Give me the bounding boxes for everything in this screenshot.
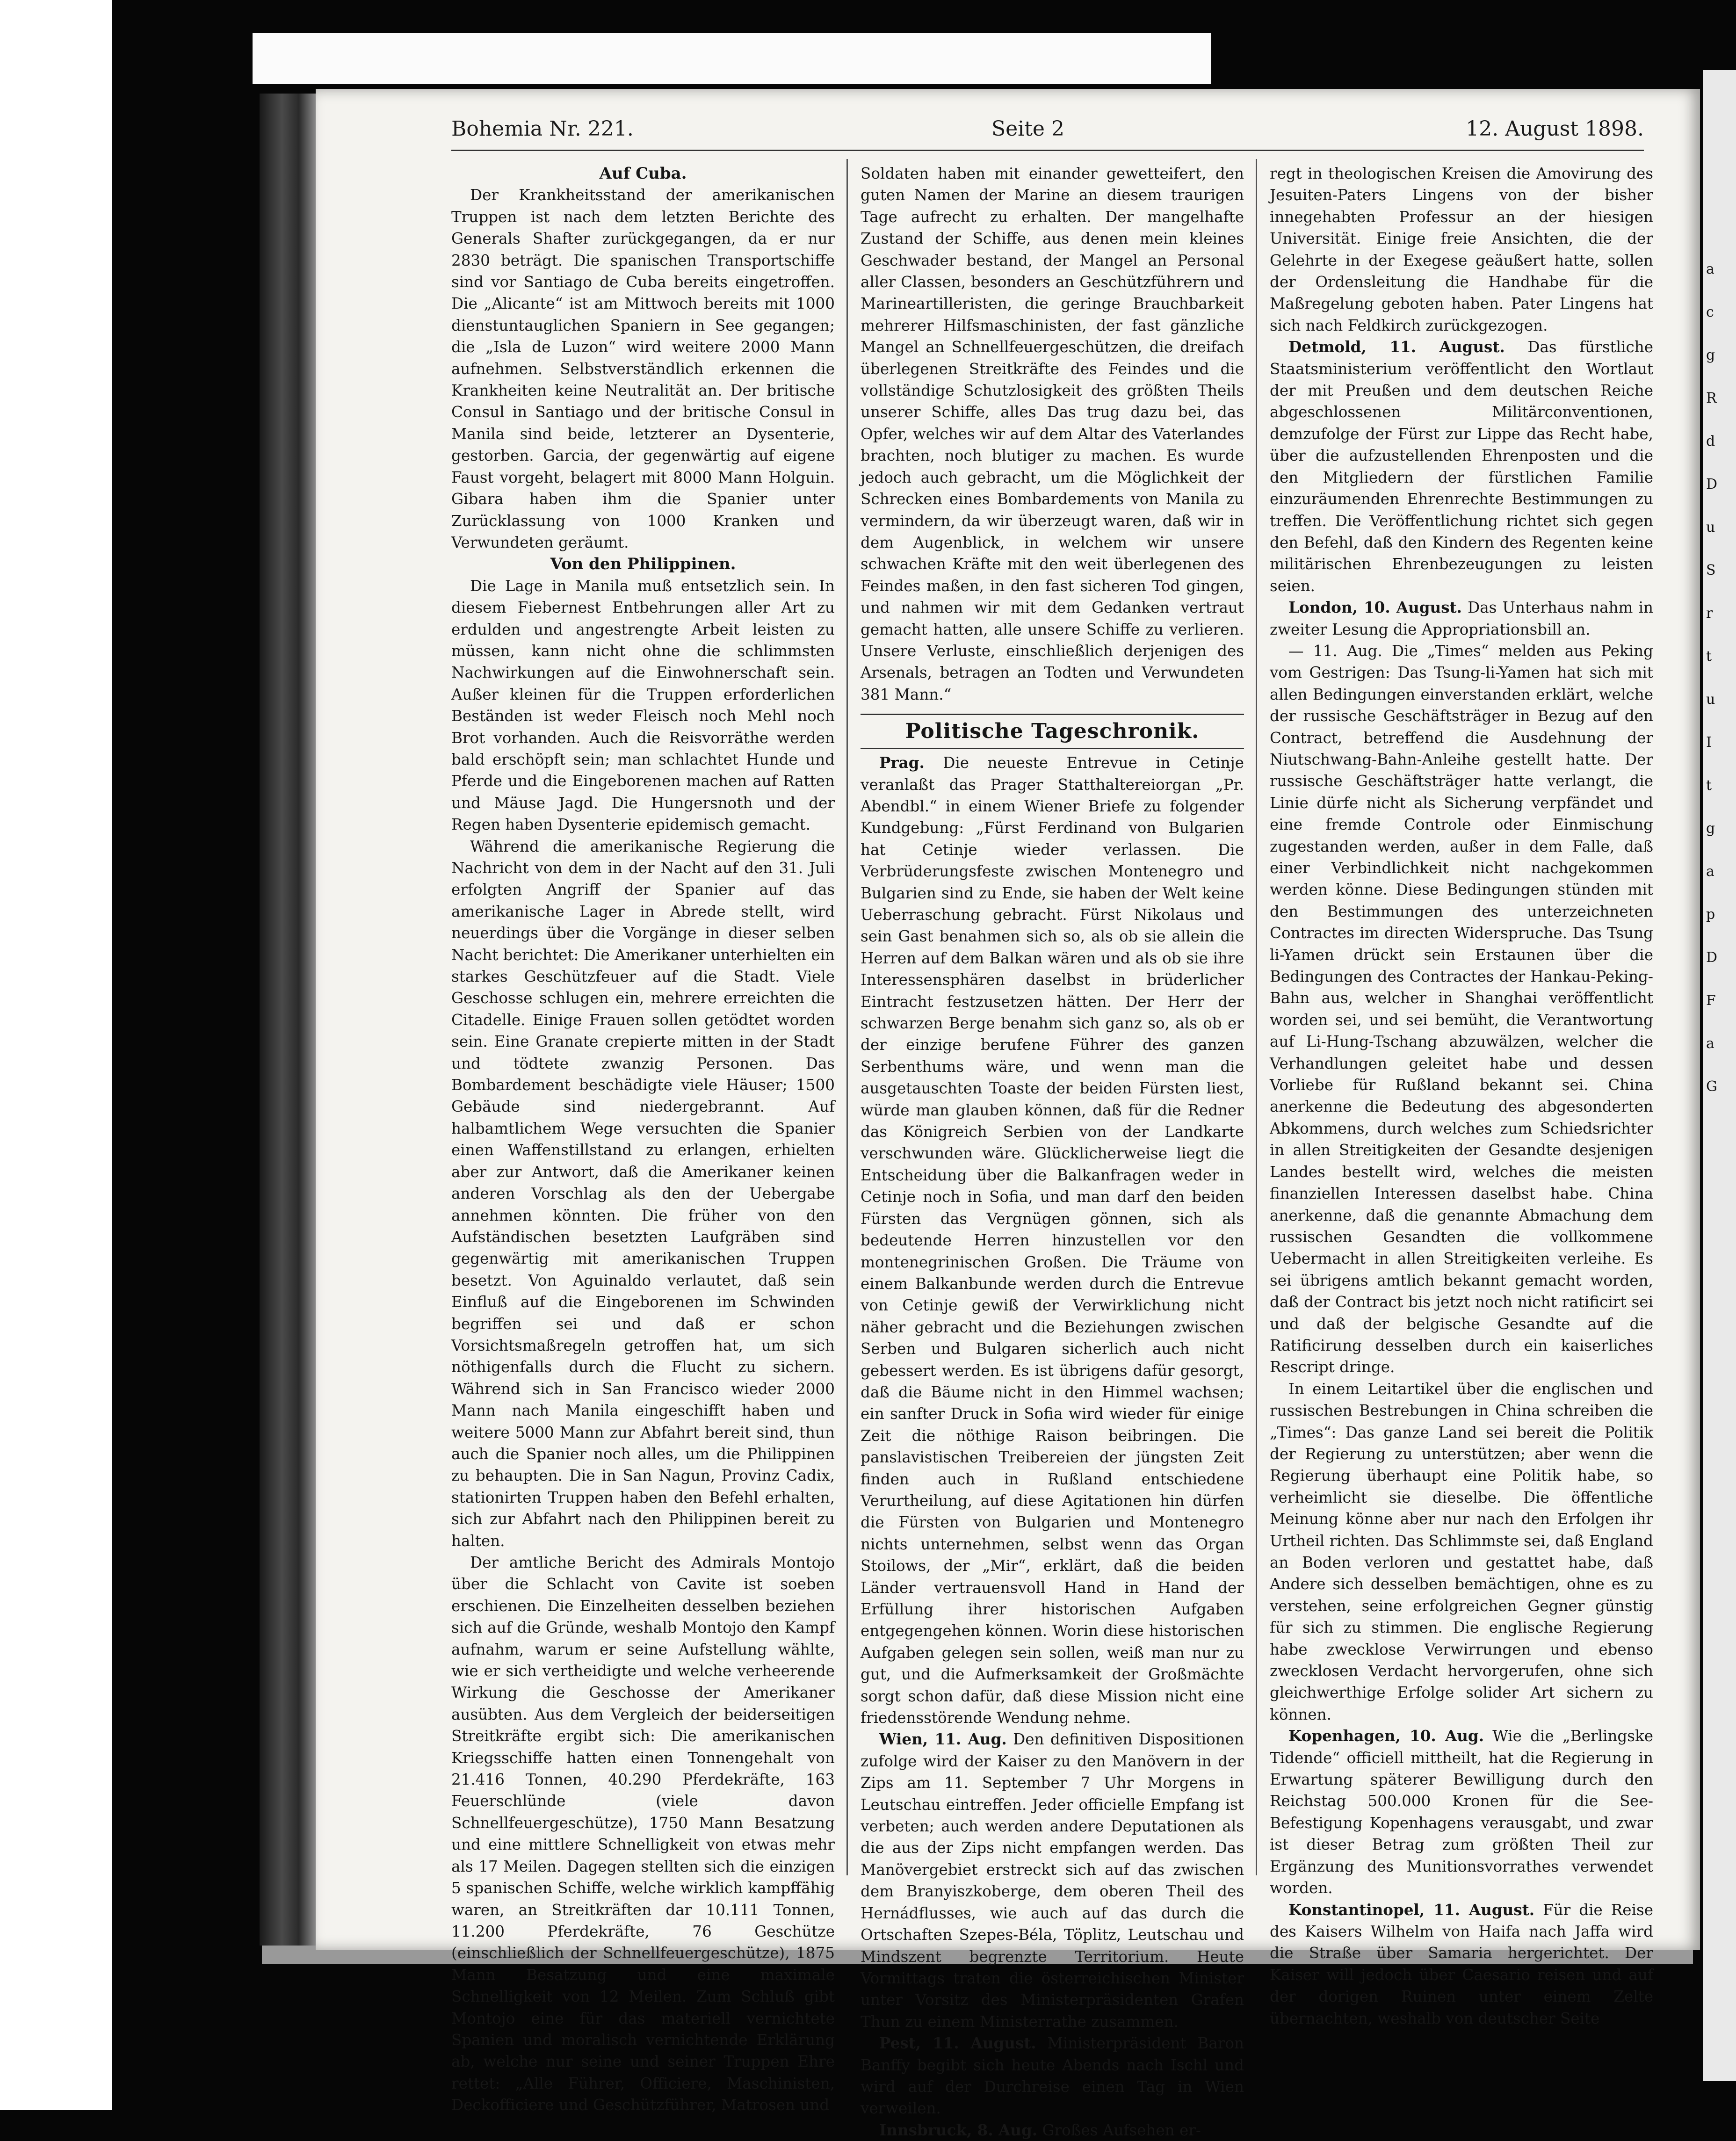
news-item-london	[1270, 597, 1653, 640]
news-text: Das fürstliche Staatsministerium veröffentlicht den Wortlaut der mit Preußen und dem deutschen Reiche abgeschlossenen Militärconventionen, demzufolge der Fürst zur Lippe das Recht habe, über die aufzustellenden Ehrenposten und die den Mitgliedern der fürstlichen Familie einzuräumenden Ehrenrechte Bestimmungen zu treffen. Die Veröffentlichung richtet sich gegen den Befehl, daß den Kindern des Regenten keine militärischen Ehrenbezeugungen zu leisten seien.	[1270, 338, 1653, 595]
dateline: London, 10. August.	[1288, 598, 1462, 617]
issue-number: Bohemia Nr. 221.	[451, 117, 634, 141]
newspaper-page	[316, 89, 1700, 2139]
edge-letter: a	[1706, 863, 1714, 880]
news-item-konstantinopel	[1270, 1899, 1653, 2029]
edge-letter: d	[1706, 433, 1715, 449]
page-header	[451, 117, 1644, 151]
edge-letter: p	[1706, 906, 1715, 923]
edge-letter: a	[1706, 261, 1714, 277]
article-paragraph: Der amtliche Bericht des Admirals Montojo über die Schlacht von Cavite ist soeben erschienen. Die Einzelheiten desselben beziehen sich auf die Gründe, weshalb Montojo den Kampf aufnahm, warum er seine Aufstellung wählte, wie er sich vertheidigte und welche verheerende Wirkung die Geschosse der Amerikaner ausübten. Aus dem Vergleich der beiderseitigen Streitkräfte ergibt sich: Die amerikanischen Kriegsschiffe hatten einen Tonnengehalt von 21.416 Tonnen, 40.290 Pferdekräfte, 163 Feuerschlünde (viele davon Schnellfeuergeschütze), 1750 Mann Besatzung und eine mittlere Schnelligkeit von etwas mehr als 17 Meilen. Dagegen stellten sich die einzigen 5 spanischen Schiffe, welche wirklich kampffähig waren, an Streitkräften dar 10.111 Tonnen, 11.200 Pferdekräfte, 76 Geschütze (einschließlich der Schnellfeuergeschütze), 1875 Mann Besatzung und eine maximale Schnelligkeit von 12 Meilen. Zum Schluß gibt Montojo eine für das materiell vernichtete Spanien und moralisch vernichtende Erklärung ab, welche nur seine und seiner Truppen Ehre rettet: „Alle Führer, Officiere, Maschinisten, Deckofficiere und Geschützführer, Matrosen und	[451, 1554, 835, 2114]
adjacent-page-strip	[1703, 70, 1736, 2081]
column-1	[451, 163, 835, 2116]
column-rule	[1256, 159, 1257, 1875]
edge-letter: D	[1706, 476, 1718, 492]
news-text: Die neueste Entrevue in Cetinje veranlaßt das Prager Statthaltereiorgan „Pr. Abendbl.“ in einem Wiener Briefe zu folgender Kundgebung: „Fürst Ferdinand von Bulgarien hat Cetinje wieder verlassen. Die Verbrüderungsfeste zwischen Montenegro und Bulgarien sind zu Ende, sie haben der Welt keine Ueberraschung gebracht. Fürst Nikolaus und sein Gast benahmen sich so, als ob sie allein die Herren auf dem Balkan wären und als ob sie ihre Interessensphären daselbst in brüderlicher Eintracht festzusetzen hätten. Der Herr der schwarzen Berge benahm sich ganz so, als ob er der einzige berufene Führer des ganzen Serbenthums wäre, und wenn man die ausgetauschten Toaste der beiden Fürsten liest, würde man glauben können, daß für die Redner das Königreich Serbien von der Landkarte verschwunden wäre. Glücklicherweise liegt die Entscheidung über die Balkanfragen weder in Cetinje noch in Sofia, und man darf den beiden Fürsten das Vergnügen gönnen, sich als bedeutende Herren hinzustellen vor den montenegrinischen Großen. Die Träume von einem Balkanbunde werden durch die Entrevue von Cetinje gewiß der Verwirklichung nicht näher gebracht und die Beziehungen zwischen Serben und Bulgaren sicherlich auch nicht gebessert werden. Es ist übrigens dafür gesorgt, daß die Bäume nicht in den Himmel wachsen; ein sanfter Druck in Sofia wird wieder für einige Zeit die nöthige Raison beibringen. Die panslavistischen Treibereien der jüngsten Zeit finden auch in Rußland entschiedene Verurtheilung, auf diese Agitationen hin dürfen die Fürsten von Bulgarien und Montenegro nichts unternehmen, selbst wenn das Organ Stoilows, der „Mir“, erklärt, daß die beiden Länder vertrauensvoll Hand in Hand der Erfüllung ihrer historischen Aufgaben entgegengehen können. Worin diese historischen Aufgaben gelegen sein sollen, weiß man nur zu gut, und die Aufmerksamkeit der Großmächte sorgt schon dafür, daß diese Mission nicht eine friedensstörende Wendung nehme.	[861, 754, 1244, 1727]
article-paragraph: regt in theologischen Kreisen die Amovirung des Jesuiten-Paters Lingens von der bisher innegehabten Professur an der hiesigen Universität. Einige freie Ansichten, die der Gelehrte in der Exegese geäußert hatte, sollen der Ordensleitung die Handhabe für die Maßregelung geboten haben. Pater Lingens hat sich nach Feldkirch zurückgezogen.	[1270, 165, 1653, 334]
dateline: Detmold, 11. August.	[1288, 338, 1505, 356]
edge-letter: c	[1706, 304, 1714, 320]
news-item-kopenhagen	[1270, 1725, 1653, 1899]
edge-letter: D	[1706, 949, 1718, 966]
section-heading-philippinen: Von den Philippinen.	[550, 555, 736, 574]
edge-letter: F	[1706, 992, 1716, 1009]
article-paragraph: Die Lage in Manila muß entsetzlich sein. In diesem Fiebernest Entbehrungen aller Art zu erdulden und angestrengte Arbeit leisten zu müssen, kann nicht ohne die schlimmsten Nachwirkungen auf die Einwohnerschaft sein. Außer kleinen für die Truppen erforderlichen Beständen ist weder Fleisch noch Mehl noch Brot vorhanden. Auch die Reisvorräthe werden bald erschöpft sein; man schlachtet Hunde und Pferde und die Eingeborenen machen auf Ratten und Mäuse Jagd. Die Hungersnoth und der Regen haben Dysenterie epidemisch gemacht.	[451, 577, 835, 834]
page-number: Seite 2	[991, 117, 1064, 141]
dateline: Innsbruck, 8. Aug.	[879, 2120, 1038, 2139]
edge-letter: G	[1706, 1078, 1717, 1095]
edge-letter: t	[1706, 777, 1712, 794]
section-heading-cuba: Auf Cuba.	[599, 164, 687, 183]
edge-letter: a	[1706, 1035, 1714, 1052]
news-text: Für die Reise des Kaisers Wilhelm von Haifa nach Jaffa wird die Straße über Samaria hergerichtet. Der Kaiser will jedoch über Caesario reisen und auf der dorigen Ruinen unter einem Zelte übernachten, weshalb von deutscher Seite	[1270, 1901, 1653, 2027]
news-item-leitartikel: In einem Leitartikel über die englischen und russischen Bestrebungen in China schreiben die „Times“: Das ganze Land sei bereit die Politik der Regierung zu unterstützen; aber wenn die Regierung überhaupt eine Politik habe, so verheimlicht sie dieselbe. Die öffentliche Meinung könne aber nur nach den Erfolgen ihr Urtheil richten. Das Schlimmste sei, daß England an Boden verloren und gestattet habe, daß Andere sich desselben bemächtigen, ohne es zu verstehen, seine erfolgreichen Gegner günstig für sich zu stimmen. Die englische Regierung habe zwecklose Verwirrungen und ebenso zwecklosen Verdacht hervorgerufen, ohne sich gleichwerthige Erfolge solider Art sichern zu können.	[1270, 1380, 1653, 1723]
edge-letter: g	[1706, 347, 1715, 363]
dateline: Konstantinopel, 11. August.	[1288, 1900, 1535, 1919]
section-heading-tageschronik: Politische Tageschronik.	[861, 714, 1244, 749]
edge-letter: g	[1706, 820, 1715, 837]
edge-letter: u	[1706, 691, 1715, 708]
page-back-edge	[253, 33, 1211, 84]
adjacent-page-letters	[1706, 248, 1734, 1108]
column-2	[861, 163, 1244, 2141]
dateline: Pest, 11. August.	[879, 2034, 1036, 2053]
news-text: Großes Aufsehen er-	[1042, 2121, 1201, 2139]
book-spine	[260, 94, 316, 1946]
edge-letter: r	[1706, 605, 1713, 622]
edge-letter: u	[1706, 519, 1715, 535]
column-3	[1270, 163, 1653, 2029]
article-paragraph: Während die amerikanische Regierung die Nachricht von dem in der Nacht auf den 31. Juli erfolgten Angriff der Spanier auf das amerikanische Lager in Abrede stellt, wird neuerdings über die Vorgänge in dieser selben Nacht berichtet: Die Amerikaner unterhielten ein starkes Geschützfeuer auf die Stadt. Viele Geschosse schlugen ein, mehrere erreichten die Citadelle. Einige Frauen sollen getödtet worden sein. Eine Granate crepierte mitten in der Stadt und tödtete zwanzig Personen. Das Bombardement beschädigte viele Häuser; 1500 Gebäude sind niedergebrannt. Auf halbamtlichem Wege versuchten die Spanier einen Waffenstillstand zu erlangen, erhielten aber zur Antwort, daß die Amerikaner keinen anderen Vorschlag als den der Uebergabe annehmen könnten. Die früher von den Aufständischen besetzten Laufgräben sind gegenwärtig mit amerikanischen Truppen besetzt. Von Aguinaldo verlautet, daß sein Einfluß auf die Eingeborenen im Schwinden begriffen sei und daß er schon Vorsichtsmaßregeln getroffen hat, um sich nöthigenfalls durch die Flucht zu sichern. Während sich in San Francisco wieder 2000 Mann nach Manila eingeschifft haben und weitere 5000 Mann zur Abfahrt bereit sind, thun auch die Spanier noch alles, um die Philippinen zu behaupten. Die in San Nagun, Provinz Cadix, stationirten Truppen haben den Befehl erhalten, sich zur Abfahrt nach den Philippinen bereit zu halten.	[451, 837, 835, 1550]
issue-date: 12. August 1898.	[1466, 117, 1644, 141]
news-text: Wie die „Berlingske Tidende“ officiell mittheilt, hat die Regierung in Erwartung späterer Bewilligung durch den Reichstag 500.000 Kronen für die See-Befestigung Kopenhagens verausgabt, und zwar ist dieser Betrag zum größten Theil zur Ergänzung des Munitionsvorrathes verwendet worden.	[1270, 1727, 1653, 1897]
dateline: Prag.	[879, 753, 925, 772]
edge-letter: I	[1706, 734, 1712, 751]
dateline: Kopenhagen, 10. Aug.	[1288, 1727, 1484, 1745]
edge-letter: R	[1706, 390, 1717, 406]
edge-letter: S	[1706, 562, 1716, 579]
dateline: Wien, 11. Aug.	[879, 1730, 1007, 1749]
article-paragraph: Soldaten haben mit einander gewetteifert, den guten Namen der Marine an diesem traurigen Tage aufrecht zu erhalten. Der mangelhafte Zustand der Schiffe, aus denen mein kleines Geschwader bestand, der Mangel an Personal aller Classen, besonders an Geschützführern und Marineartilleristen, die geringe Brauchbarkeit mehrerer Hilfsmaschinisten, der fast gänzliche Mangel an Schnellfeuergeschützen, die dreifach überlegenen Streitkräfte des Feindes und die vollständige Schutzlosigkeit des größten Theils unserer Schiffe, alles Das trug dazu bei, das Opfer, welches wir auf dem Altar des Vaterlandes brachten, noch blutiger zu machen. Es wurde jedoch auch gebracht, um die Möglichkeit der Schrecken eines Bombardements von Manila zu vermindern, da wir überzeugt waren, daß wir in dem Augenblick, in welchem wir unsere schwachen Kräfte mit den weit überlegenen des Feindes maßen, in den fast sicheren Tod gingen, und nahmen wir mit dem Gedanken vertraut gemacht hatten, alle unsere Schiffe zu verlieren. Unsere Verluste, einschließlich derjenigen des Arsenals, betragen an Todten und Verwundeten 381 Mann.“	[861, 165, 1244, 703]
news-item-peking: — 11. Aug. Die „Times“ melden aus Peking vom Gestrigen: Das Tsung-li-Yamen hat sich mit allen Bedingungen einverstanden erklärt, welche der russische Geschäftsträger in Bezug auf den Contract, betreffend die Ausdehnung der Niutschwang-Bahn-Anleihe gestellt hatte. Der russische Geschäftsträger hatte verlangt, die Linie dürfe nicht als Sicherung verpfändet und eine fremde Controle oder Einmischung zugestanden werden, außer in dem Falle, daß einer Verbindlichkeit nicht nachgekommen werden könne. Diese Bedingungen stünden mit den Bestimmungen des unterzeichneten Contractes im directen Widerspruche. Das Tsung li-Yamen drückt sein Erstaunen über die Bedingungen des Contractes der Hankau-Peking-Bahn aus, welcher in Shanghai veröffentlicht worden sei, und sei bemüht, die Verantwortung auf Li-Hung-Tschang abzuwälzen, welcher die Verhandlungen geleitet habe und dessen Vorliebe für Rußland bekannt sei. China anerkenne die Bedeutung des abgesonderten Abkommens, durch welches zum Schiedsrichter in allen Streitigkeiten der Gesandte desjenigen Landes bestellt wird, welches die meisten finanziellen Interessen daselbst habe. China anerkenne, daß die genannte Abmachung dem russischen Gesandten die vollkommene Uebermacht in allen Streitigkeiten verleihe. Es sei übrigens amtlich bekannt gemacht worden, daß der Contract bis jetzt noch nicht ratificirt sei und daß der belgische Gesandte auf die Ratificirung desselben durch ein kaiserliches Rescript dringe.	[1270, 642, 1653, 1376]
news-text: Das Unterhaus nahm in zweiter Lesung die Appropriationsbill an.	[1270, 599, 1653, 638]
news-text: Ministerpräsident Baron Banffy begibt sich heute Abends nach Ischl und wird auf der Durchreise einen Tag in Wien verweilen.	[861, 2034, 1244, 2118]
news-item-pest	[861, 2033, 1244, 2119]
news-item-wien	[861, 1729, 1244, 2033]
article-paragraph: Der Krankheitsstand der amerikanischen Truppen ist nach dem letzten Berichte des Generals Shafter zurückgegangen, da er nur 2830 beträgt. Die spanischen Transportschiffe sind vor Santiago de Cuba bereits eingetroffen. Die „Alicante“ ist am Mittwoch bereits mit 1000 dienstuntauglichen Spaniern in See gegangen; die „Isla de Luzon“ wird weitere 2000 Mann aufnehmen. Selbstverständlich erkennen die Krankheiten keine Neutralität an. Der britische Consul in Santiago und der britische Consul in Manila sind beide, letzterer an Dysenterie, gestorben. Garcia, der gegenwärtig auf eigene Faust vorgeht, belagert mit 8000 Mann Holguin. Gibara haben ihm die Spanier unter Zurücklassung von 1000 Kranken und Verwundeten geräumt.	[451, 186, 835, 551]
column-rule	[846, 159, 848, 1875]
film-margin	[0, 0, 112, 2110]
news-text: Den definitiven Dispositionen zufolge wird der Kaiser zu den Manövern in der Zips am 11. September 7 Uhr Morgens in Leutschau eintreffen. Jeder officielle Empfang ist verbeten; auch werden andere Deputationen als die aus der Zips nicht empfangen werden. Das Manövergebiet erstreckt sich auf das zwischen dem Branyiszkoberge, dem oberen Theil des Hernádflusses, wie auch auf das durch die Ortschaften Szepes-Béla, Töplitz, Leutschau und Mindszent begrenzte Territorium. Heute Vormittags traten die österreichischen Minister unter Vorsitz des Ministerpräsidenten Grafen Thun zu einem Ministerrathe zusammen.	[861, 1730, 1244, 2031]
news-item-detmold	[1270, 336, 1653, 597]
edge-letter: t	[1706, 648, 1712, 665]
news-item-innsbruck	[861, 2119, 1244, 2141]
news-item-prag	[861, 752, 1244, 1729]
